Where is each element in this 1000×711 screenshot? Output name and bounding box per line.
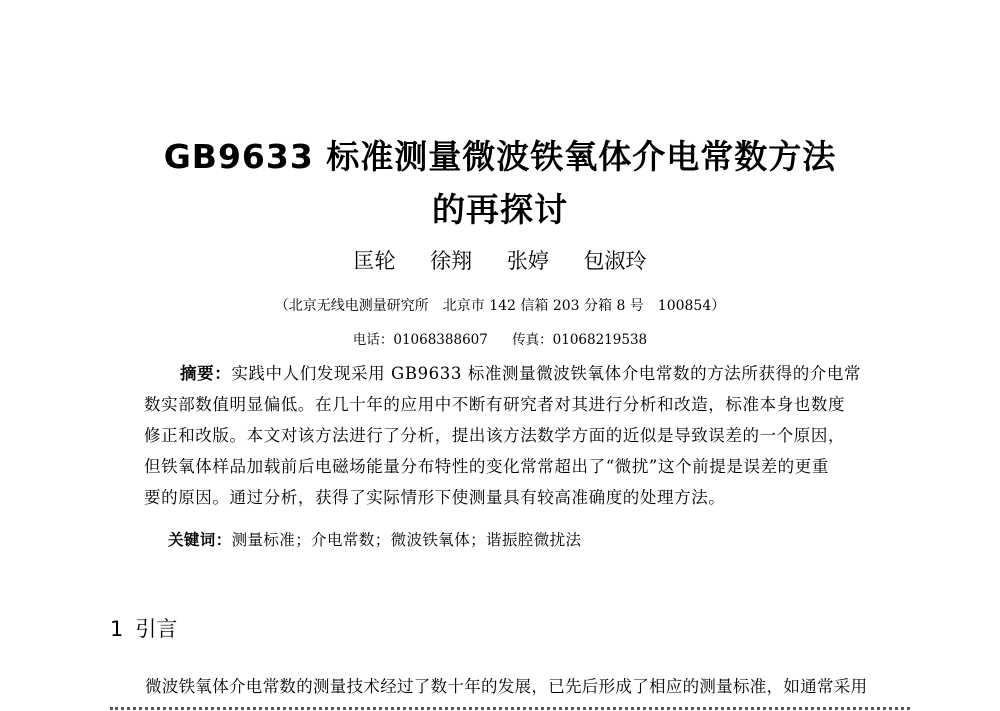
author-name: 包淑玲	[583, 249, 647, 273]
author-name: 张婷	[506, 249, 549, 273]
contact-info	[0, 330, 1000, 350]
author-list	[0, 246, 1000, 276]
abstract	[144, 358, 879, 513]
phone-number: 电话：01068388607	[352, 332, 488, 348]
fax-number: 传真：01068219538	[512, 332, 648, 348]
keywords-label: 关键词：	[168, 531, 232, 549]
keywords-text: 测量标准；介电常数；微波铁氧体；谐振腔微扰法	[231, 531, 582, 549]
body-paragraph: 微波铁氧体介电常数的测量技术经过了数十年的发展，已先后形成了相应的测量标准，如通常采用	[145, 677, 868, 696]
keywords	[168, 528, 581, 552]
paper-title-line-1: GB9633 标准测量微波铁氧体介电常数方法	[163, 137, 837, 176]
abstract-line: 修正和改版。本文对该方法进行了分析，提出该方法数学方面的近似是导致误差的一个原因，	[144, 426, 846, 445]
abstract-line	[144, 358, 879, 389]
paper-title-line-2: 的再探讨	[432, 190, 568, 229]
cut-off-text-line	[110, 703, 910, 711]
section-title: 引言	[135, 617, 178, 641]
section-number: 1	[110, 617, 124, 641]
author-name: 匡轮	[353, 249, 396, 273]
abstract-line: 要的原因。通过分析，获得了实际情形下使测量具有较高准确度的处理方法。	[144, 488, 726, 507]
abstract-label: 摘要：	[180, 364, 232, 383]
abstract-line: 但铁氧体样品加载前后电磁场能量分布特性的变化常常超出了“微扰”这个前提是误差的更重	[144, 457, 829, 476]
affiliation: （北京无线电测量研究所 北京市 142 信箱 203 分箱 8 号 100854）	[274, 298, 726, 314]
abstract-text: 实践中人们发现采用 GB9633 标准测量微波铁氧体介电常数的方法所获得的介电常	[231, 364, 862, 383]
abstract-line: 数实部数值明显偏低。在几十年的应用中不断有研究者对其进行分析和改造，标准本身也数度	[144, 395, 846, 414]
section-heading	[110, 614, 177, 644]
author-name: 徐翔	[430, 249, 473, 273]
